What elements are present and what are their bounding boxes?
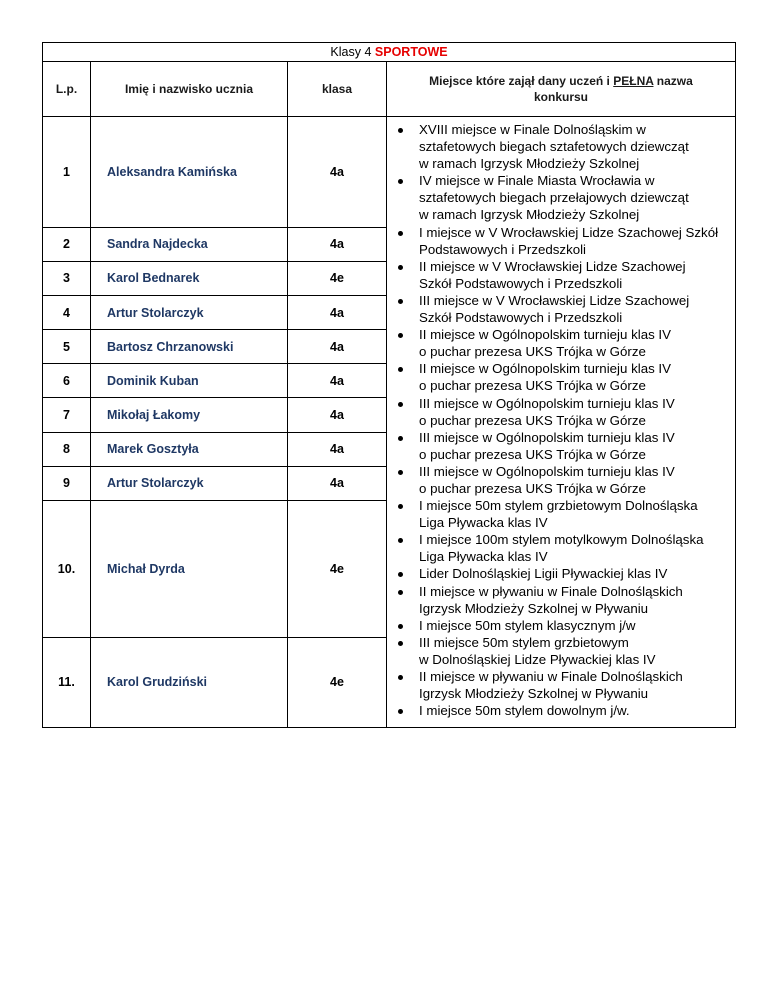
row-lp: 3	[43, 261, 91, 295]
row-lp: 1	[43, 117, 91, 228]
achievement-line: o puchar prezesa UKS Trójka w Górze	[419, 344, 646, 360]
achievement-line: o puchar prezesa UKS Trójka w Górze	[419, 412, 646, 428]
row-lp: 10.	[43, 500, 91, 637]
bullet-icon	[398, 128, 403, 133]
achievement-line: III miejsce w Ogólnopolskim turnieju klas IV	[419, 429, 675, 445]
achievement-line: o puchar prezesa UKS Trójka w Górze	[419, 480, 646, 496]
student-name: Mikołaj Łakomy	[91, 398, 288, 432]
student-class: 4a	[288, 295, 387, 329]
achievement-item	[387, 224, 729, 258]
achievement-item	[387, 258, 729, 292]
bullet-icon	[398, 299, 403, 304]
achievement-line: Liga Pływacka klas IV	[419, 515, 548, 531]
achievement-line: II miejsce w pływaniu w Finale Dolnośląskich	[419, 583, 683, 599]
bullet-icon	[398, 333, 403, 338]
student-class: 4a	[288, 466, 387, 500]
achievement-line: sztafetowych biegach sztafetowych dziewcząt	[419, 139, 689, 155]
bullet-icon	[398, 231, 403, 236]
achievement-line: III miejsce w V Wrocławskiej Lidze Szachowej	[419, 292, 690, 308]
student-name: Sandra Najdecka	[91, 227, 288, 261]
achievement-item	[387, 497, 729, 531]
achievement-line: I miejsce 100m stylem motylkowym Dolnośląska	[419, 532, 704, 548]
header-lp: L.p.	[43, 62, 91, 117]
achievement-item	[387, 292, 729, 326]
achievement-item	[387, 668, 729, 702]
achievement-line: Szkół Podstawowych i Przedszkoli	[419, 310, 623, 326]
student-class: 4a	[288, 330, 387, 364]
achievement-line: Liga Pływacka klas IV	[419, 549, 548, 565]
achievement-line: XVIII miejsce w Finale Dolnośląskim w	[419, 122, 646, 137]
row-lp: 7	[43, 398, 91, 432]
student-name: Aleksandra Kamińska	[91, 117, 288, 228]
student-class: 4e	[288, 261, 387, 295]
achievement-line: III miejsce w Ogólnopolskim turnieju klas IV	[419, 395, 675, 411]
achievement-item	[387, 583, 729, 617]
students-table	[42, 42, 736, 728]
bullet-icon	[398, 504, 403, 509]
achievement-line: II miejsce w V Wrocławskiej Lidze Szachowej	[419, 258, 686, 274]
achievement-item	[387, 463, 729, 497]
student-class: 4a	[288, 117, 387, 228]
student-class: 4a	[288, 364, 387, 398]
header-achievement-before: Miejsce które zajął dany uczeń i	[429, 74, 614, 88]
achievement-line: sztafetowych biegach przełajowych dziewcząt	[419, 190, 689, 206]
bullet-icon	[398, 265, 403, 270]
header-klasa: klasa	[288, 62, 387, 117]
bullet-icon	[398, 624, 403, 629]
achievement-item	[387, 634, 729, 668]
title-accent: SPORTOWE	[374, 45, 448, 59]
row-lp: 9	[43, 466, 91, 500]
bullet-icon	[398, 402, 403, 407]
achievement-item	[387, 429, 729, 463]
achievement-line: III miejsce w Ogólnopolskim turnieju klas IV	[419, 463, 675, 479]
student-name: Marek Gosztyła	[91, 432, 288, 466]
achievements-list	[387, 121, 729, 719]
bullet-icon	[398, 436, 403, 441]
row-lp: 11.	[43, 637, 91, 728]
achievement-line: Igrzysk Młodzieży Szkolnej w Pływaniu	[419, 686, 649, 702]
achievement-line: II miejsce w Ogólnopolskim turnieju klas IV	[419, 327, 671, 343]
header-achievement-line2: konkursu	[533, 90, 588, 104]
achievement-line: o puchar prezesa UKS Trójka w Górze	[419, 378, 646, 394]
achievement-line: w ramach Igrzysk Młodzieży Szkolnej	[419, 207, 640, 223]
table-row	[43, 117, 736, 228]
achievement-item	[387, 395, 729, 429]
header-achievement-underlined: PEŁNA	[613, 74, 654, 88]
student-class: 4a	[288, 432, 387, 466]
student-class: 4a	[288, 398, 387, 432]
achievement-line: I miejsce w V Wrocławskiej Lidze Szachowej Szkół	[419, 224, 719, 240]
achievements-cell	[387, 117, 736, 728]
student-name: Michał Dyrda	[91, 500, 288, 637]
student-name: Bartosz Chrzanowski	[91, 330, 288, 364]
student-class: 4a	[288, 227, 387, 261]
achievement-item	[387, 531, 729, 565]
row-lp: 8	[43, 432, 91, 466]
achievement-item	[387, 702, 729, 719]
row-lp: 6	[43, 364, 91, 398]
student-name: Artur Stolarczyk	[91, 466, 288, 500]
row-lp: 5	[43, 330, 91, 364]
achievement-line: Igrzysk Młodzieży Szkolnej w Pływaniu	[419, 600, 649, 616]
achievement-line: Podstawowych i Przedszkoli	[419, 241, 587, 257]
achievement-line: Szkół Podstawowych i Przedszkoli	[419, 275, 623, 291]
student-class: 4e	[288, 500, 387, 637]
student-name: Dominik Kuban	[91, 364, 288, 398]
bullet-icon	[398, 470, 403, 475]
title-prefix: Klasy 4	[330, 45, 372, 59]
bullet-icon	[398, 675, 403, 680]
achievement-item	[387, 121, 729, 172]
achievement-item	[387, 617, 729, 634]
row-lp: 2	[43, 227, 91, 261]
student-name: Artur Stolarczyk	[91, 295, 288, 329]
achievement-line: II miejsce w Ogólnopolskim turnieju klas IV	[419, 361, 671, 377]
header-achievement-after: nazwa	[653, 74, 693, 88]
achievement-line: I miejsce 50m stylem klasycznym j/w	[419, 617, 636, 633]
achievement-line: w ramach Igrzysk Młodzieży Szkolnej	[419, 156, 640, 172]
bullet-icon	[398, 709, 403, 714]
achievement-line: Lider Dolnośląskiej Ligii Pływackiej klas IV	[419, 566, 668, 582]
bullet-icon	[398, 590, 403, 595]
student-name: Karol Grudziński	[91, 637, 288, 728]
document-page	[42, 42, 735, 728]
bullet-icon	[398, 538, 403, 543]
student-name: Karol Bednarek	[91, 261, 288, 295]
student-class: 4e	[288, 637, 387, 728]
achievement-item	[387, 172, 729, 223]
achievement-line: o puchar prezesa UKS Trójka w Górze	[419, 446, 646, 462]
bullet-icon	[398, 367, 403, 372]
achievement-item	[387, 565, 729, 582]
bullet-icon	[398, 179, 403, 184]
bullet-icon	[398, 641, 403, 646]
row-lp: 4	[43, 295, 91, 329]
achievement-line: II miejsce w pływaniu w Finale Dolnośląskich	[419, 669, 683, 684]
achievement-line: I miejsce 50m stylem dowolnym j/w.	[419, 703, 630, 719]
achievement-line: IV miejsce w Finale Miasta Wrocławia w	[419, 173, 655, 189]
header-name: Imię i nazwisko ucznia	[91, 62, 288, 117]
achievement-line: III miejsce 50m stylem grzbietowym	[419, 634, 629, 650]
bullet-icon	[398, 572, 403, 577]
header-achievement	[387, 62, 736, 117]
achievement-item	[387, 360, 729, 394]
achievement-line: I miejsce 50m stylem grzbietowym Dolnośląska	[419, 498, 698, 514]
table-title	[43, 43, 736, 62]
achievement-line: w Dolnośląskiej Lidze Pływackiej klas IV	[419, 651, 656, 667]
achievement-item	[387, 326, 729, 360]
